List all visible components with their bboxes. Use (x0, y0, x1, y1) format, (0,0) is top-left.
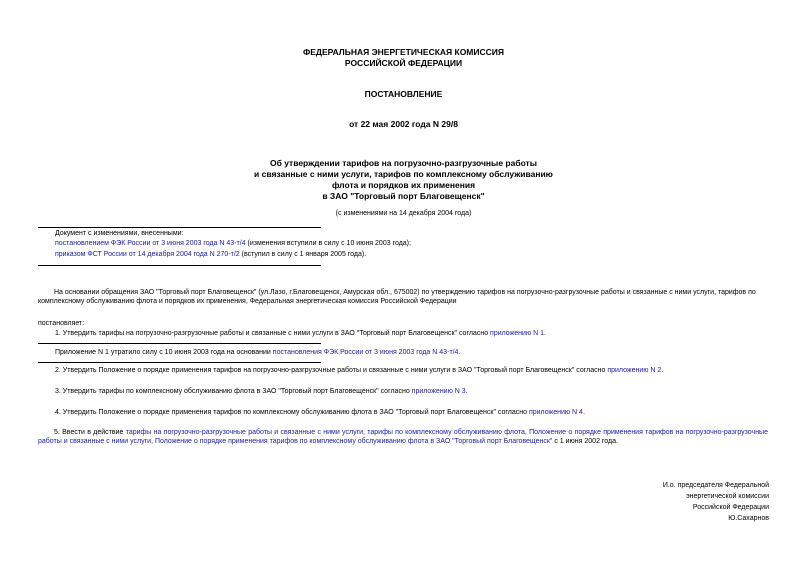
signature-line3: Российской Федерации (692, 504, 769, 511)
title-line3: флота и порядков их применения (331, 180, 476, 190)
signature-line1: И.о. председателя Федеральной (662, 482, 769, 489)
basis-paragraph: На основании обращения ЗАО "Торговый порт Благовещенск" (ул.Лазо, г.Благовещенск, Амурская обл., 675002) по утверждению тарифов на погрузочно-разгрузочные работы и связанные с ними услуги, тарифов по комплексному обслуживанию флота и порядков их применения, Федеральная энергетическая комиссия Российской Федерации (38, 289, 756, 305)
amendment-note: (с изменениями на 14 декабря 2004 года) (335, 210, 472, 217)
divider-top (38, 227, 321, 228)
signature-block (569, 480, 769, 524)
amendment-item-1: постановлением ФЭК России от 3 июня 2003 года N 43-т/4 (изменения вступили в силу с 10 июня 2003 года); (55, 240, 411, 247)
title-line4: в ЗАО "Торговый порт Благовещенск" (322, 191, 485, 201)
amendment-link-2[interactable]: приказом ФСТ России от 14 декабря 2004 года N 270-т/2 (55, 251, 240, 258)
appendix-4-link[interactable]: приложению N 4 (528, 409, 583, 416)
document-type: ПОСТАНОВЛЕНИЕ (364, 89, 443, 99)
signature-line2: энергетической комиссии (686, 493, 769, 500)
clause-1: 1. Утвердить тарифы на погрузочно-разгрузочные работы и связанные с ними услуги в ЗАО "Торговый порт Благовещенск" согласно приложению N 1. (55, 330, 546, 337)
amendment-item-2: приказом ФСТ России от 14 декабря 2004 года N 270-т/2 (вступил в силу с 1 января 2005 года). (55, 251, 367, 258)
amendment-link-1[interactable]: постановлением ФЭК России от 3 июня 2003 года N 43-т/4 (55, 240, 246, 247)
title-line1: Об утверждении тарифов на погрузочно-разгрузочные работы (270, 158, 537, 168)
clause-3: 3. Утвердить тарифы по комплексному обслуживанию флота в ЗАО "Торговый порт Благовещенск" согласно приложению N 3. (55, 388, 468, 395)
amendments-intro: Документ с изменениями, внесенными: (55, 230, 184, 237)
appendix-2-link[interactable]: приложению N 2 (607, 367, 662, 374)
appendix-1-link[interactable]: приложению N 1 (490, 330, 545, 337)
document-date-number: от 22 мая 2002 года N 29/8 (349, 119, 458, 129)
commission-name-line2: РОССИЙСКОЙ ФЕДЕРАЦИИ (344, 58, 463, 68)
commission-name-line1: ФЕДЕРАЛЬНАЯ ЭНЕРГЕТИЧЕСКАЯ КОМИССИЯ (302, 47, 504, 57)
clause-5: 5. Ввести в действие тарифы на погрузочно-разгрузочные работы и связанные с ними услуги, тарифы по комплексному обслуживанию флота, Положение о порядке применения тарифов на погрузочно-разгрузочные работы и связанные с ними услуги, Положение о порядке применения тарифов по комплексному обслуживанию флота в ЗАО "Торговый порт Благовещенск" с 1 июня 2002 года. (38, 429, 768, 445)
divider-note-bottom (38, 362, 321, 363)
divider-bottom (38, 265, 321, 266)
effective-documents-link[interactable]: тарифы на погрузочно-разгрузочные работы и связанные с ними услуги, тарифы по комплексному обслуживанию флота, Положение о порядке применения тарифов на погрузочно-разгрузочные работы и связанные с ними услуги, Положение о порядке применения тарифов по комплексному обслуживанию флота в ЗАО "Торговый порт Благовещенск" (38, 429, 768, 445)
decides-label: постановляет: (38, 320, 85, 327)
signature-name: Ю.Сахарнов (728, 515, 769, 522)
clause-1-note: Приложение N 1 утратило силу с 10 июня 2003 года на основании постановления ФЭК России от 3 июня 2003 года N 43-т/4. (55, 349, 461, 356)
note-decree-link[interactable]: постановления ФЭК России от 3 июня 2003 года N 43-т/4 (272, 349, 459, 356)
appendix-3-link[interactable]: приложению N 3 (411, 388, 466, 395)
clause-4: 4. Утвердить Положение о порядке применения тарифов по комплексному обслуживанию флота в ЗАО "Торговый порт Благовещенск" согласно приложению N 4. (55, 409, 585, 416)
divider-note-top (38, 343, 321, 344)
title-line2: и связанные с ними услуги, тарифов по комплексному обслуживанию (254, 169, 553, 179)
clause-2: 2. Утвердить Положение о порядке применения тарифов на погрузочно-разгрузочные работы и связанные с ними услуги в ЗАО "Торговый порт Благовещенск" согласно приложению N 2. (55, 367, 664, 374)
